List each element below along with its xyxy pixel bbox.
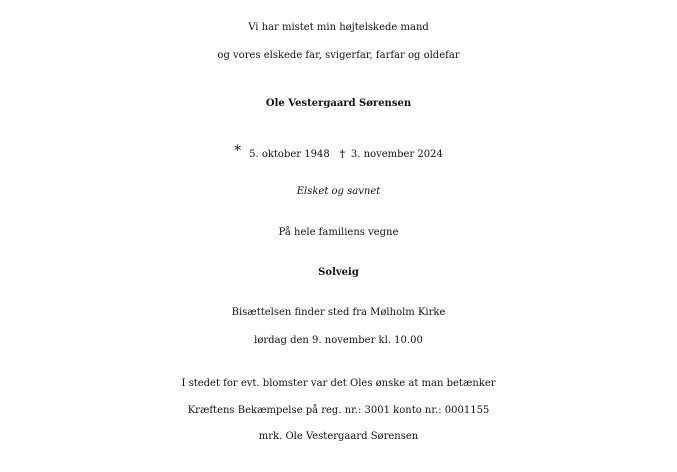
funeral-line-2: lørdag den 9. november kl. 10.00: [254, 335, 423, 346]
on-behalf-text: På hele familiens vegne: [278, 227, 399, 238]
deceased-name: Ole Vestergaard Sørensen: [265, 98, 412, 109]
funeral-line-1: Bisættelsen finder sted fra Mølholm Kirke: [231, 307, 446, 318]
intro-line-1: Vi har mistet min højtelskede mand: [248, 22, 429, 33]
signatory-name: Solveig: [318, 267, 359, 278]
intro-line-2: og vores elskede far, svigerfar, farfar og oldefar: [217, 50, 460, 61]
tribute-text: Elsket og savnet: [296, 186, 381, 197]
donation-line-1: I stedet for evt. blomster var det Oles ønske at man betænker: [181, 378, 496, 389]
death-cross-icon: †: [339, 149, 345, 160]
death-date: 3. november 2024: [350, 149, 443, 160]
donation-line-2: Kræftens Bekæmpelse på reg. nr.: 3001 konto nr.: 0001155: [187, 405, 490, 416]
birth-date: 5. oktober 1948: [249, 149, 330, 160]
birth-star-icon: *: [234, 143, 242, 159]
life-dates: [0, 139, 677, 167]
donation-line-3: mrk. Ole Vestergaard Sørensen: [258, 431, 419, 442]
